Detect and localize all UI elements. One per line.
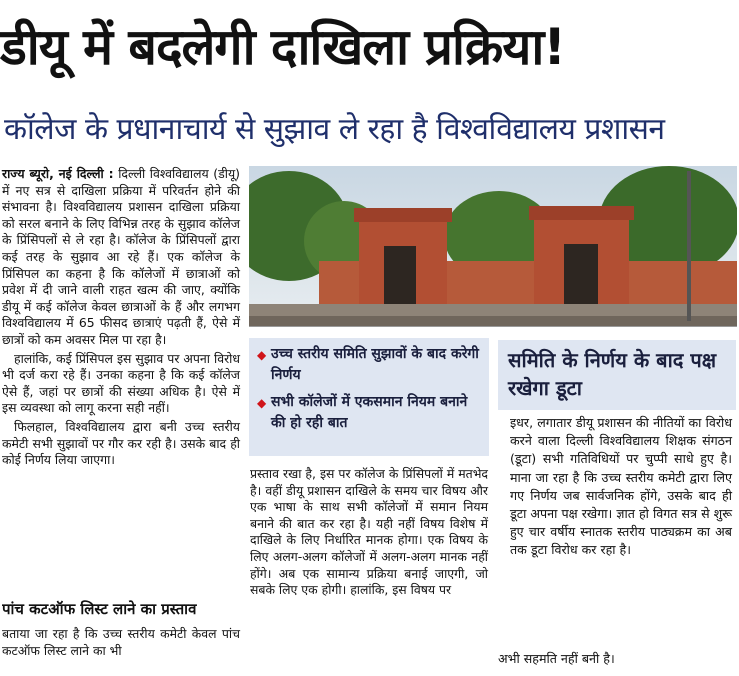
diamond-bullet-icon: ◆ xyxy=(257,396,267,410)
section-heading: पांच कटऑफ लिस्ट लाने का प्रस्ताव xyxy=(2,600,197,618)
paragraph-3: फिलहाल, विश्वविद्यालय द्वारा बनी उच्च स्तरीय कमेटी सभी सुझावों पर गौर कर रही है। उसके बाद ही कोई निर्णय लिया जाएगा। xyxy=(2,418,240,468)
sidebar-title: समिति के निर्णय के बाद पक्ष रखेगा डूटा xyxy=(498,340,736,410)
sidebar-paragraph: इधर, लगातार डीयू प्रशासन की नीतियों का विरोध करने वाला दिल्ली विश्वविद्यालय शिक्षक संगठन (डूटा) सभी गतिविधियों पर चुप्पी साधे हुए है। माना जा रहा है कि उच्च स्तरीय कमेटी द्वारा लिए गए निर्णय जब सार्वजनिक होंगे, उसके बाद ही डूटा अपना पक्ष रखेगा। ज्ञात हो विगत सत्र से शुरू हुए चार वर्षीय स्नातक स्तरीय पाठ्यक्रम का अब तक डूटा विरोध कर रहा है। xyxy=(510,415,732,558)
sidebar-text xyxy=(510,414,732,562)
diamond-bullet-icon: ◆ xyxy=(257,348,267,362)
section-paragraph: बताया जा रहा है कि उच्च स्तरीय कमेटी केवल पांच कटऑफ लिस्ट लाने का भी xyxy=(2,626,240,658)
highlights-box xyxy=(249,338,489,456)
headline: डीयू में बदलेगी दाखिला प्रक्रिया! xyxy=(0,18,566,76)
campus-gate-photo xyxy=(249,166,737,327)
highlight-item xyxy=(255,392,483,434)
highlight-text: सभी कॉलेजों में एकसमान नियम बनाने की हो रही बात xyxy=(271,394,468,431)
section-text xyxy=(2,626,240,661)
highlight-item xyxy=(255,344,483,386)
dateline: राज्य ब्यूरो, नई दिल्ली : xyxy=(2,166,114,181)
sidebar-tail-text: अभी सहमति नहीं बनी है। xyxy=(498,651,615,666)
subheadline: कॉलेज के प्रधानाचार्य से सुझाव ले रहा है विश्वविद्यालय प्रशासन xyxy=(4,112,665,147)
paragraph-1: दिल्ली विश्वविद्यालय (डीयू) में नए सत्र से दाखिला प्रक्रिया में परिवर्तन होने की संभावना है। विश्वविद्यालय प्रशासन दाखिला प्रक्रिया को सरल बनाने के लिए विभिन्न तरह के सुझाव कॉलेज के प्रिंसिपलों से ले रहा है। कॉलेज के प्रिंसिपलों द्वारा कई तरह के सुझाव आ रहे हैं। एक कॉलेज के प्रिंसिपल का कहना है कि कॉलेजों में छात्राओं को प्रवेश में दी जाने वाली राहत खत्म की जाए, क्योंकि डीयू में कई कॉलेज केवल छात्राओं के हैं और लगभग विश्वविद्यालय में 65 फीसद छात्राएं पढ़ती हैं, ऐसे में छात्रों को कम अवसर मिल पा रहा है। xyxy=(2,166,240,347)
photo-illustration xyxy=(249,166,737,326)
article-column-2 xyxy=(250,466,488,601)
column2-paragraph: प्रस्ताव रखा है, इस पर कॉलेज के प्रिंसिपलों में मतभेद है। वहीं डीयू प्रशासन दाखिले के समय चार विषय और एक भाषा के साथ सभी कॉलेजों में समान नियम बनाने की बात कर रहा है। यही नहीं विषय विशेष में दाखिले के लिए निर्धारित मानक होगा। एक विषय के लिए अलग-अलग कॉलेजों में अलग-अलग मानक नहीं होंगे। अब एक सामान्य प्रक्रिया बनाई जाएगी, जो सबके लिए एक होगी। हालांकि, इस विषय पर xyxy=(250,466,488,598)
paragraph-2: हालांकि, कई प्रिंसिपल इस सुझाव पर अपना विरोध भी दर्ज करा रहे हैं। उनका कहना है कि कई कॉलेज ऐसे हैं, जहां पर छात्रों की संख्या अधिक है। ऐसे में इस व्यवस्था को लागू करना सही नहीं। xyxy=(2,350,240,416)
highlight-text: उच्च स्तरीय समिति सुझावों के बाद करेगी निर्णय xyxy=(271,346,479,383)
article-column-1 xyxy=(2,166,240,471)
